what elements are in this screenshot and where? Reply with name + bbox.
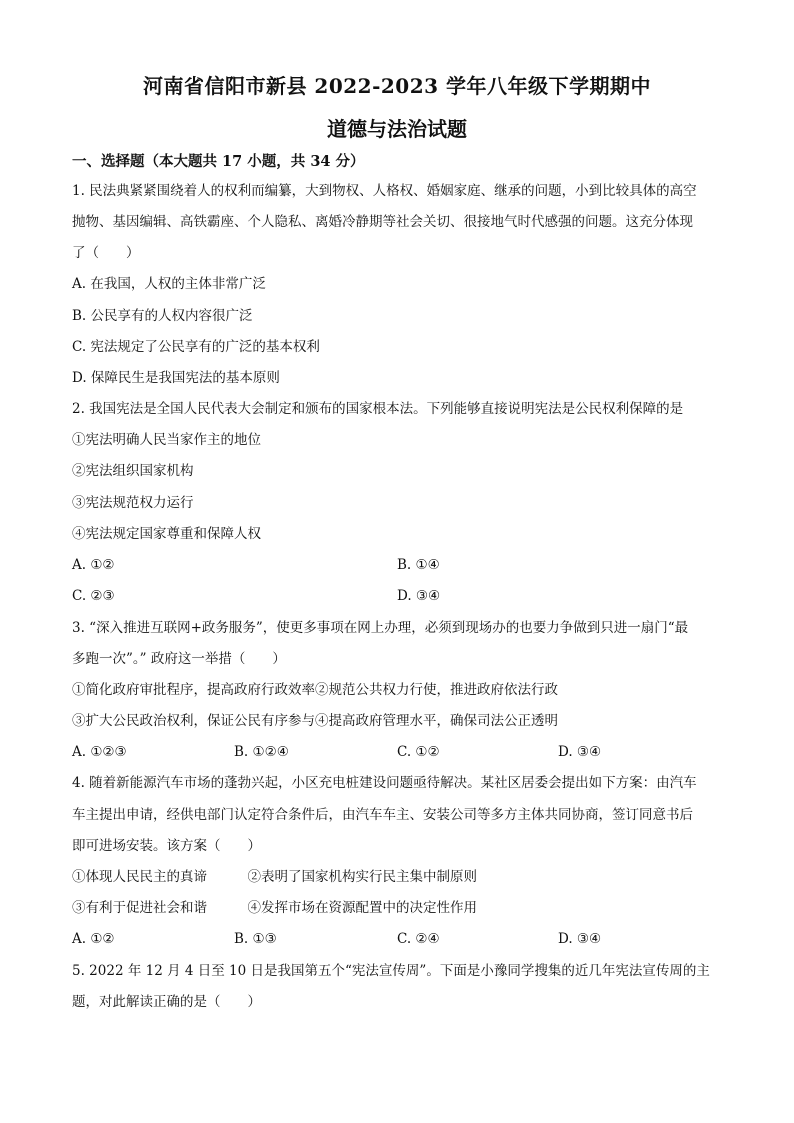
q1-stem-line3: 了（ ） <box>72 245 140 261</box>
q5-stem-line1: 5. 2022 年 12 月 4 日至 10 日是我国第五个“宪法宣传周”。下面是小豫同学搜集的近几年宪法宣传周的主 <box>72 963 710 979</box>
document-title: 河南省信阳市新县 2022-2023 学年八年级下学期期中 <box>142 74 652 98</box>
q1-stem-line2: 抛物、基因编辑、高铁霸座、个人隐私、离婚冷静期等社会关切、很接地气时代感强的问题。这充分体现 <box>72 214 693 230</box>
q1-option-d: D. 保障民生是我国宪法的基本原则 <box>72 370 280 386</box>
q2-statement-2: ②宪法组织国家机构 <box>72 463 194 479</box>
q4-statements-1-2: ①体现人民民主的真谛 ②表明了国家机构实行民主集中制原则 <box>72 869 477 885</box>
q3-option-b: B. ①②④ <box>234 744 289 760</box>
q4-stem-line2: 车主提出申请，经供电部门认定符合条件后，由汽车车主、安装公司等多方主体共同协商，签订同意书后 <box>72 807 693 823</box>
q3-statements-1-2: ①简化政府审批程序，提高政府行政效率②规范公共权力行使，推进政府依法行政 <box>72 682 558 698</box>
q5-stem-line2: 题，对此解读正确的是（ ） <box>72 994 261 1010</box>
section-heading: 一、选择题（本大题共 17 小题，共 34 分） <box>72 153 365 170</box>
document-subtitle: 道德与法治试题 <box>327 117 467 141</box>
q3-stem-line1: 3. “深入推进互联网+政务服务”，使更多事项在网上办理，必须到现场办的也要力争做到只进一扇门“最 <box>72 620 689 636</box>
q4-option-a: A. ①② <box>72 931 115 947</box>
q4-stem-line1: 4. 随着新能源汽车市场的蓬勃兴起，小区充电桩建设问题亟待解决。某社区居委会提出如下方案：由汽车 <box>72 775 697 791</box>
q1-option-c: C. 宪法规定了公民享有的广泛的基本权利 <box>72 339 320 355</box>
q2-option-d: D. ③④ <box>397 588 441 604</box>
q3-option-c: C. ①② <box>397 744 440 760</box>
q2-statement-1: ①宪法明确人民当家作主的地位 <box>72 432 261 448</box>
q3-stem-line2: 多跑一次”。” 政府这一举措（ ） <box>72 651 286 667</box>
q4-stem-line3: 即可进场安装。该方案（ ） <box>72 838 261 854</box>
q2-statement-3: ③宪法规范权力运行 <box>72 495 194 511</box>
q2-option-a: A. ①② <box>72 557 115 573</box>
q4-option-c: C. ②④ <box>397 931 440 947</box>
q3-statements-3-4: ③扩大公民政治权利，保证公民有序参与④提高政府管理水平，确保司法公正透明 <box>72 713 558 729</box>
q3-option-d: D. ③④ <box>558 744 602 760</box>
q2-option-c: C. ②③ <box>72 588 115 604</box>
q4-option-b: B. ①③ <box>234 931 277 947</box>
q1-option-b: B. 公民享有的人权内容很广泛 <box>72 308 253 324</box>
q2-option-b: B. ①④ <box>397 557 440 573</box>
q2-stem: 2. 我国宪法是全国人民代表大会制定和颁布的国家根本法。下列能够直接说明宪法是公民权利保障的是 <box>72 401 684 417</box>
q4-statements-3-4: ③有利于促进社会和谐 ④发挥市场在资源配置中的决定性作用 <box>72 900 477 916</box>
q2-statement-4: ④宪法规定国家尊重和保障人权 <box>72 526 261 542</box>
q4-option-d: D. ③④ <box>558 931 602 947</box>
q1-option-a: A. 在我国，人权的主体非常广泛 <box>72 276 266 292</box>
q3-option-a: A. ①②③ <box>72 744 127 760</box>
q1-stem-line1: 1. 民法典紧紧围绕着人的权利而编纂，大到物权、人格权、婚姻家庭、继承的问题，小到比较具体的高空 <box>72 183 697 199</box>
